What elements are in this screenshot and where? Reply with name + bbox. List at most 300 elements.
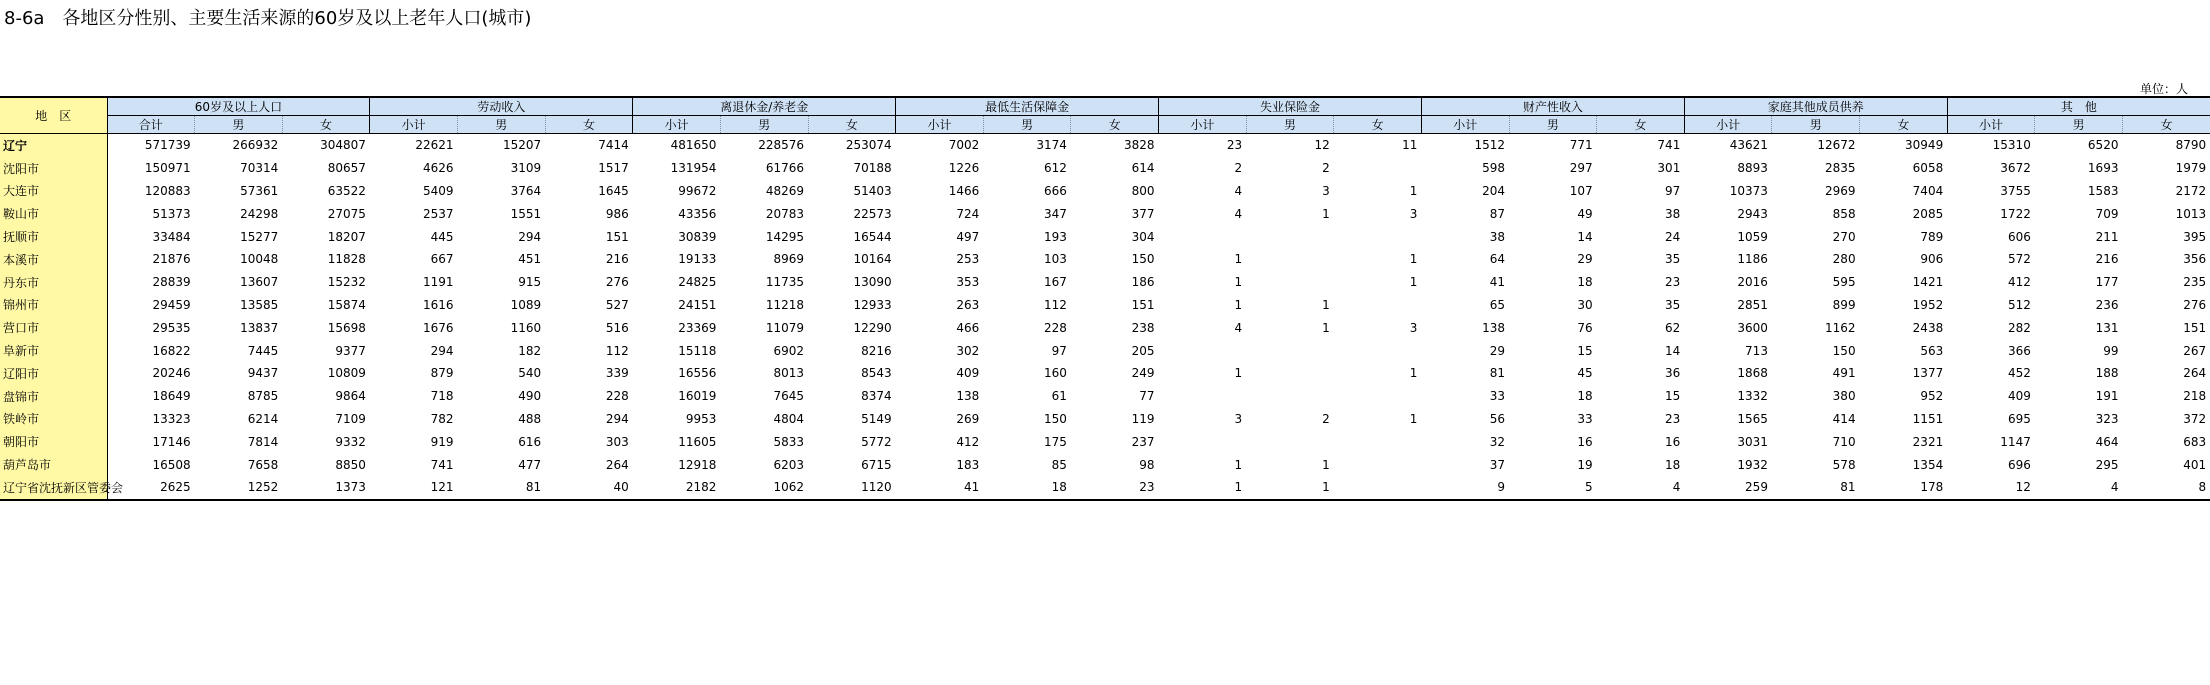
value-cell: 228576 — [758, 138, 805, 153]
value-cell: 150 — [1131, 252, 1155, 267]
value-cell: 138 — [956, 389, 980, 404]
value-cell: 62 — [1665, 320, 1681, 335]
value-cell: 107 — [1569, 183, 1593, 198]
region-cell: 本溪市 — [0, 248, 107, 271]
value-cell: 1421 — [1912, 275, 1944, 290]
value-cell: 1 — [1322, 206, 1330, 221]
value-cell: 49 — [1577, 206, 1593, 221]
value-cell: 3 — [1234, 411, 1243, 426]
column-group-header: 失业保险金 — [1159, 97, 1422, 116]
value-cell: 218 — [2183, 389, 2207, 404]
value-cell: 23369 — [678, 320, 717, 335]
value-cell: 3672 — [2000, 161, 2031, 176]
value-cell: 1373 — [282, 476, 370, 500]
value-cell: 81 — [458, 476, 546, 500]
value-cell: 906 — [1920, 252, 1944, 267]
value-cell: 1616 — [422, 297, 454, 312]
value-cell — [1246, 385, 1334, 408]
value-cell: 167 — [1044, 275, 1067, 290]
value-cell: 713 — [1745, 343, 1768, 358]
value-cell: 6214 — [247, 411, 279, 426]
column-sub-header: 男 — [1772, 116, 1860, 134]
value-cell: 15232 — [327, 275, 366, 290]
value-cell: 259 — [1684, 476, 1772, 500]
column-sub-header: 男 — [720, 116, 808, 134]
value-cell: 294 — [430, 343, 454, 358]
value-cell: 269 — [956, 411, 980, 426]
table-row — [0, 271, 2210, 294]
value-cell: 1377 — [1912, 366, 1944, 381]
region-cell: 辽宁 — [0, 134, 107, 157]
value-cell: 16 — [1577, 434, 1593, 449]
value-cell: 915 — [518, 275, 542, 290]
region-column-header: 地 区 — [0, 97, 107, 134]
value-cell: 30839 — [678, 229, 717, 244]
column-group-header: 离退休金/养老金 — [633, 97, 896, 116]
value-cell — [1159, 430, 1247, 453]
value-cell: 11605 — [678, 434, 717, 449]
column-group-header: 劳动收入 — [370, 97, 633, 116]
value-cell: 1059 — [1737, 229, 1768, 244]
value-cell: 414 — [1832, 411, 1856, 426]
value-cell: 27075 — [327, 206, 366, 221]
value-cell: 295 — [2095, 457, 2119, 472]
value-cell: 1 — [1246, 476, 1334, 500]
value-cell: 16 — [1665, 434, 1681, 449]
value-cell: 41 — [1489, 275, 1506, 290]
value-cell: 6058 — [1912, 161, 1944, 176]
value-cell: 12933 — [853, 297, 892, 312]
value-cell: 10373 — [1729, 183, 1768, 198]
value-cell: 276 — [2183, 297, 2207, 312]
value-cell: 8850 — [335, 457, 366, 472]
column-sub-header: 小计 — [1421, 116, 1509, 134]
region-cell: 大连市 — [0, 180, 107, 203]
value-cell: 29 — [1489, 343, 1506, 358]
value-cell: 7109 — [335, 411, 366, 426]
value-cell: 267 — [2183, 343, 2207, 358]
value-cell: 10809 — [327, 366, 366, 381]
value-cell: 303 — [605, 434, 629, 449]
value-cell — [1334, 453, 1422, 476]
column-sub-header: 女 — [1597, 116, 1685, 134]
value-cell: 22573 — [853, 206, 892, 221]
value-cell: 2182 — [633, 476, 721, 500]
value-cell: 264 — [605, 457, 629, 472]
value-cell: 1332 — [1737, 389, 1768, 404]
table-row — [0, 248, 2210, 271]
value-cell: 23 — [1226, 138, 1243, 153]
value-cell: 464 — [2095, 434, 2119, 449]
value-cell: 204 — [1482, 183, 1506, 198]
value-cell: 216 — [2095, 252, 2119, 267]
column-sub-header: 小计 — [896, 116, 984, 134]
value-cell: 297 — [1569, 161, 1593, 176]
value-cell — [1159, 339, 1247, 362]
value-cell: 11828 — [327, 252, 366, 267]
table-row — [0, 339, 2210, 362]
value-cell: 43621 — [1729, 138, 1768, 153]
value-cell: 2851 — [1737, 297, 1768, 312]
value-cell: 789 — [1920, 229, 1944, 244]
value-cell: 497 — [956, 229, 980, 244]
value-cell: 237 — [1131, 434, 1155, 449]
column-sub-header: 男 — [195, 116, 283, 134]
column-group-header: 家庭其他成员供养 — [1684, 97, 1947, 116]
value-cell: 8893 — [1737, 161, 1768, 176]
value-cell: 771 — [1569, 138, 1593, 153]
value-cell: 1120 — [808, 476, 896, 500]
value-cell: 20246 — [152, 366, 191, 381]
value-cell: 1 — [1234, 297, 1243, 312]
value-cell: 8790 — [2175, 138, 2207, 153]
region-cell: 营口市 — [0, 316, 107, 339]
value-cell: 451 — [518, 252, 542, 267]
value-cell: 24825 — [678, 275, 717, 290]
value-cell: 30 — [1577, 297, 1593, 312]
value-cell: 477 — [518, 457, 542, 472]
value-cell: 103 — [1044, 252, 1067, 267]
value-cell: 15207 — [502, 138, 542, 153]
value-cell: 377 — [1131, 206, 1155, 221]
value-cell: 3600 — [1737, 320, 1768, 335]
value-cell: 1583 — [2087, 183, 2119, 198]
value-cell: 1645 — [598, 183, 629, 198]
value-cell: 112 — [1044, 297, 1067, 312]
table-title: 8-6a 各地区分性别、主要生活来源的60岁及以上老年人口(城市) — [4, 8, 532, 29]
value-cell: 12672 — [1817, 138, 1856, 153]
value-cell: 2 — [1322, 161, 1330, 176]
value-cell: 253074 — [845, 138, 892, 153]
value-cell: 97 — [1051, 343, 1067, 358]
value-cell: 183 — [956, 457, 980, 472]
value-cell: 1226 — [948, 161, 980, 176]
value-cell: 15 — [1665, 389, 1681, 404]
value-cell: 7645 — [773, 389, 805, 404]
table-row — [0, 430, 2210, 453]
table-row — [0, 225, 2210, 248]
value-cell: 7414 — [598, 138, 629, 153]
value-cell: 8969 — [773, 252, 805, 267]
value-cell: 238 — [1131, 320, 1155, 335]
region-cell: 抚顺市 — [0, 225, 107, 248]
value-cell: 9332 — [335, 434, 366, 449]
column-sub-header: 小计 — [1947, 116, 2035, 134]
value-cell: 24298 — [240, 206, 279, 221]
value-cell: 57361 — [240, 183, 279, 198]
region-cell: 沈阳市 — [0, 157, 107, 180]
value-cell: 2625 — [107, 476, 195, 500]
value-cell: 1191 — [422, 275, 454, 290]
value-cell: 1252 — [195, 476, 283, 500]
table-row — [0, 316, 2210, 339]
value-cell: 61766 — [765, 161, 805, 176]
value-cell: 7658 — [247, 457, 279, 472]
value-cell: 188 — [2095, 366, 2119, 381]
value-cell: 178 — [1860, 476, 1948, 500]
table-row — [0, 385, 2210, 408]
value-cell: 29459 — [152, 297, 191, 312]
value-cell: 15277 — [240, 229, 279, 244]
value-cell: 380 — [1832, 389, 1856, 404]
value-cell: 18 — [1577, 275, 1593, 290]
value-cell: 5409 — [422, 183, 454, 198]
value-cell: 6715 — [861, 457, 892, 472]
column-sub-header: 小计 — [633, 116, 721, 134]
value-cell: 1551 — [510, 206, 542, 221]
value-cell: 186 — [1131, 275, 1155, 290]
value-cell: 8543 — [861, 366, 892, 381]
value-cell: 99672 — [678, 183, 717, 198]
value-cell: 7404 — [1912, 183, 1944, 198]
value-cell: 412 — [956, 434, 980, 449]
value-cell: 614 — [1131, 161, 1155, 176]
value-cell: 13607 — [240, 275, 279, 290]
value-cell: 29 — [1577, 252, 1593, 267]
value-cell: 1 — [1322, 297, 1330, 312]
value-cell: 38 — [1665, 206, 1681, 221]
value-cell: 205 — [1131, 343, 1155, 358]
value-cell: 9 — [1421, 476, 1509, 500]
value-cell: 81 — [1489, 366, 1506, 381]
value-cell: 1 — [1234, 275, 1243, 290]
value-cell: 12 — [1947, 476, 2035, 500]
value-cell: 800 — [1131, 183, 1155, 198]
value-cell: 2085 — [1912, 206, 1944, 221]
value-cell: 12 — [1314, 138, 1330, 153]
value-cell: 598 — [1482, 161, 1506, 176]
value-cell: 1160 — [510, 320, 542, 335]
value-cell: 1693 — [2087, 161, 2119, 176]
value-cell: 15 — [1577, 343, 1593, 358]
value-cell: 2 — [1234, 161, 1243, 176]
value-cell: 2969 — [1825, 183, 1856, 198]
value-cell: 1 — [1322, 457, 1330, 472]
value-cell: 24151 — [678, 297, 717, 312]
value-cell: 710 — [1832, 434, 1856, 449]
value-cell — [1334, 385, 1422, 408]
table-row — [0, 476, 2210, 500]
value-cell: 366 — [2007, 343, 2031, 358]
value-cell — [1246, 339, 1334, 362]
value-cell: 372 — [2183, 411, 2207, 426]
value-cell: 488 — [518, 411, 542, 426]
value-cell: 294 — [518, 229, 542, 244]
value-cell: 741 — [1657, 138, 1681, 153]
value-cell: 98 — [1139, 457, 1155, 472]
value-cell: 466 — [956, 320, 980, 335]
value-cell: 7445 — [247, 343, 279, 358]
region-cell: 辽阳市 — [0, 362, 107, 385]
value-cell: 2537 — [422, 206, 454, 221]
value-cell: 11735 — [765, 275, 805, 290]
table-row — [0, 453, 2210, 476]
value-cell: 282 — [2007, 320, 2031, 335]
value-cell: 266932 — [232, 138, 279, 153]
value-cell: 8374 — [861, 389, 892, 404]
column-sub-header: 男 — [1246, 116, 1334, 134]
value-cell: 48269 — [765, 183, 805, 198]
value-cell: 986 — [605, 206, 629, 221]
value-cell: 2016 — [1737, 275, 1768, 290]
table-row — [0, 134, 2210, 157]
column-sub-header: 女 — [2122, 116, 2210, 134]
value-cell: 409 — [956, 366, 980, 381]
value-cell: 18649 — [152, 389, 191, 404]
value-cell: 401 — [2183, 457, 2207, 472]
value-cell: 4 — [1234, 320, 1243, 335]
value-cell — [1159, 225, 1247, 248]
value-cell: 264 — [2183, 366, 2207, 381]
value-cell: 356 — [2183, 252, 2207, 267]
value-cell: 249 — [1131, 366, 1155, 381]
value-cell: 99 — [2103, 343, 2119, 358]
value-cell: 235 — [2183, 275, 2207, 290]
value-cell: 578 — [1832, 457, 1856, 472]
value-cell — [1246, 271, 1334, 294]
value-cell: 22621 — [415, 138, 454, 153]
column-sub-header: 男 — [1509, 116, 1597, 134]
value-cell: 2438 — [1912, 320, 1944, 335]
value-cell: 236 — [2095, 297, 2119, 312]
value-cell: 9864 — [335, 389, 366, 404]
table-row — [0, 294, 2210, 317]
value-cell: 76 — [1577, 320, 1593, 335]
value-cell: 302 — [956, 343, 980, 358]
value-cell: 15310 — [1992, 138, 2031, 153]
value-cell: 81 — [1772, 476, 1860, 500]
value-cell: 858 — [1832, 206, 1856, 221]
value-cell: 211 — [2095, 229, 2119, 244]
value-cell: 1565 — [1737, 411, 1768, 426]
value-cell: 151 — [1131, 297, 1155, 312]
region-cell: 辽宁省沈抚新区管委会 — [0, 476, 107, 500]
value-cell: 490 — [518, 389, 542, 404]
value-cell: 23 — [1665, 275, 1681, 290]
statistics-table — [0, 96, 2210, 501]
value-cell: 11218 — [765, 297, 805, 312]
value-cell: 952 — [1920, 389, 1944, 404]
value-cell: 131 — [2095, 320, 2119, 335]
region-cell: 丹东市 — [0, 271, 107, 294]
value-cell: 683 — [2183, 434, 2207, 449]
value-cell: 572 — [2007, 252, 2031, 267]
value-cell: 61 — [1051, 389, 1067, 404]
column-sub-header: 女 — [545, 116, 633, 134]
value-cell: 85 — [1051, 457, 1067, 472]
value-cell: 1013 — [2175, 206, 2207, 221]
column-sub-header: 小计 — [1159, 116, 1247, 134]
value-cell: 718 — [430, 389, 454, 404]
value-cell: 15118 — [678, 343, 717, 358]
column-sub-header: 小计 — [1684, 116, 1772, 134]
value-cell: 175 — [1044, 434, 1067, 449]
value-cell: 1062 — [720, 476, 808, 500]
value-cell: 5833 — [773, 434, 805, 449]
value-cell: 709 — [2095, 206, 2119, 221]
value-cell: 138 — [1482, 320, 1506, 335]
region-cell: 鞍山市 — [0, 202, 107, 225]
value-cell: 6203 — [773, 457, 805, 472]
value-cell — [1334, 339, 1422, 362]
value-cell: 263 — [956, 297, 980, 312]
value-cell: 2943 — [1737, 206, 1768, 221]
value-cell: 35 — [1665, 252, 1681, 267]
value-cell: 1 — [1159, 476, 1247, 500]
value-cell: 301 — [1657, 161, 1681, 176]
column-group-header: 60岁及以上人口 — [107, 97, 370, 116]
value-cell: 120883 — [144, 183, 191, 198]
value-cell: 13090 — [853, 275, 892, 290]
value-cell: 1151 — [1912, 411, 1944, 426]
value-cell: 228 — [1044, 320, 1067, 335]
value-cell: 616 — [518, 434, 542, 449]
value-cell: 782 — [430, 411, 454, 426]
value-cell: 491 — [1832, 366, 1856, 381]
value-cell: 56 — [1489, 411, 1506, 426]
value-cell: 10164 — [853, 252, 892, 267]
value-cell: 540 — [518, 366, 542, 381]
value-cell: 3174 — [1036, 138, 1067, 153]
value-cell: 2321 — [1912, 434, 1944, 449]
value-cell: 70188 — [853, 161, 892, 176]
value-cell: 1676 — [422, 320, 454, 335]
value-cell: 45 — [1577, 366, 1593, 381]
value-cell: 150 — [1832, 343, 1856, 358]
column-group-header: 最低生活保障金 — [896, 97, 1159, 116]
value-cell: 412 — [2007, 275, 2031, 290]
column-sub-header: 男 — [2035, 116, 2123, 134]
value-cell: 409 — [2007, 389, 2031, 404]
value-cell: 15874 — [327, 297, 366, 312]
value-cell: 879 — [430, 366, 454, 381]
value-cell: 30949 — [1905, 138, 1944, 153]
value-cell: 4 — [1234, 206, 1243, 221]
value-cell: 304807 — [320, 138, 366, 153]
value-cell: 16508 — [152, 457, 191, 472]
value-cell: 1 — [1234, 366, 1243, 381]
value-cell: 1354 — [1912, 457, 1944, 472]
value-cell: 696 — [2007, 457, 2031, 472]
value-cell — [1159, 385, 1247, 408]
table-row — [0, 180, 2210, 203]
value-cell: 606 — [2007, 229, 2031, 244]
value-cell: 16556 — [678, 366, 717, 381]
value-cell: 445 — [430, 229, 454, 244]
value-cell: 18 — [983, 476, 1071, 500]
value-cell: 14295 — [765, 229, 805, 244]
region-cell: 盘锦市 — [0, 385, 107, 408]
value-cell: 14 — [1577, 229, 1593, 244]
value-cell: 339 — [605, 366, 629, 381]
table-row — [0, 362, 2210, 385]
value-cell: 43356 — [678, 206, 717, 221]
value-cell: 919 — [430, 434, 454, 449]
value-cell: 12290 — [853, 320, 892, 335]
value-cell: 29535 — [152, 320, 191, 335]
value-cell: 13323 — [152, 411, 191, 426]
value-cell: 63522 — [327, 183, 366, 198]
region-cell: 铁岭市 — [0, 408, 107, 431]
value-cell: 151 — [2183, 320, 2207, 335]
column-sub-header: 男 — [983, 116, 1071, 134]
value-cell — [1334, 476, 1422, 500]
column-sub-header: 女 — [1334, 116, 1422, 134]
value-cell: 87 — [1489, 206, 1506, 221]
value-cell: 5 — [1509, 476, 1597, 500]
value-cell: 695 — [2007, 411, 2031, 426]
value-cell: 16544 — [853, 229, 892, 244]
